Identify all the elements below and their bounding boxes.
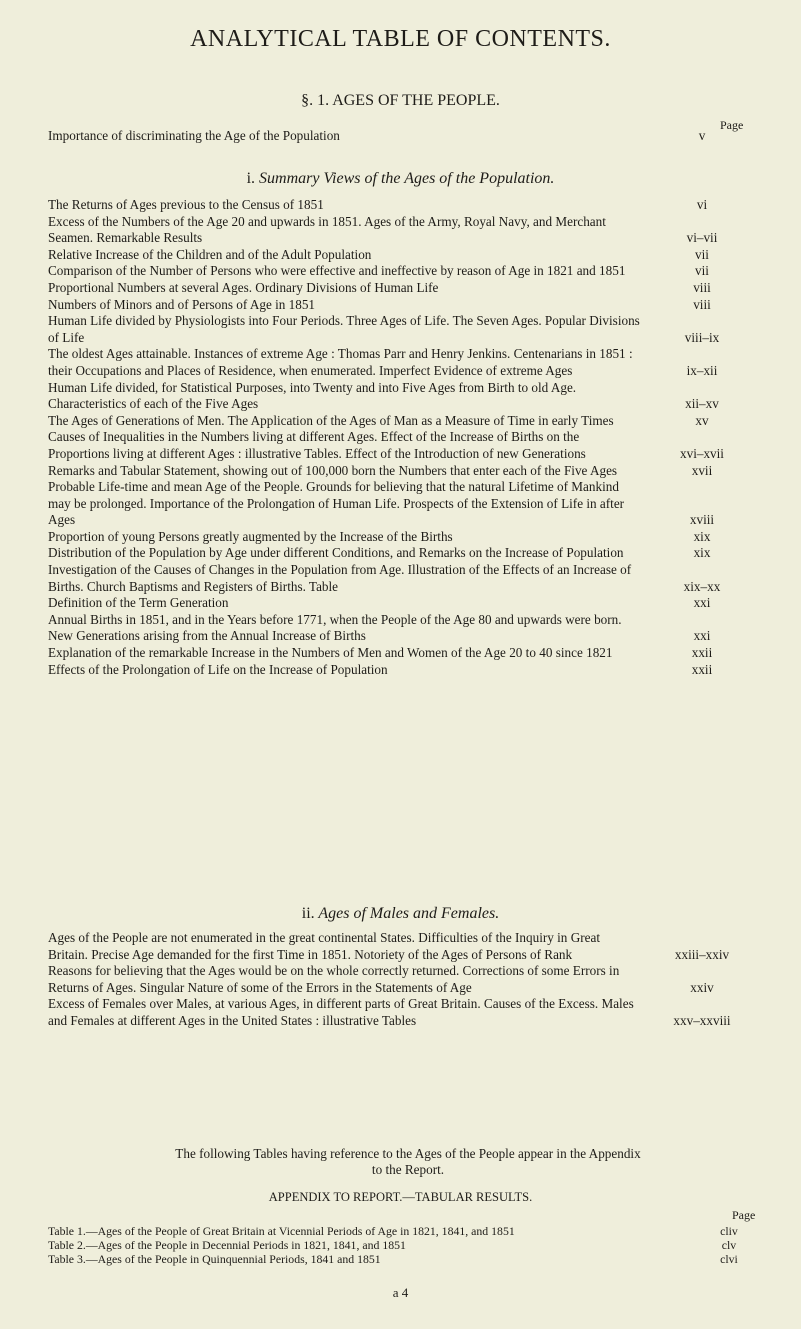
subsection-ii-entries [48,930,752,1030]
entry-page: clv [721,1238,737,1252]
entry-page: xxiii–xxiv [674,946,730,962]
entry-text: Annual Births in 1851, and in the Years before 1771, when the People of the Age 80 and upwards were born. New Generations arising from the Annual Increase of Births [48,611,622,644]
appendix-page-label: Page [732,1208,756,1222]
entry-page: xix [693,528,711,544]
entry-page: xxi [693,595,711,611]
appendix-intro [48,1146,768,1178]
toc-entry [48,996,752,1029]
subsection-i-heading [0,170,801,188]
entry-text: The Returns of Ages previous to the Census of 1851 [48,197,324,212]
entry-page: viii [693,279,711,295]
toc-entry [48,662,752,679]
signature-mark: a 4 [392,1285,409,1300]
entry-text: Remarks and Tabular Statement, showing out of 100,000 born the Numbers that enter each of the Five Ages [48,462,618,478]
entry-page: xxi [693,628,711,644]
entry-page: viii–ix [684,329,720,345]
entry-page: xix–xx [683,578,721,594]
toc-entry [48,263,752,280]
appendix-intro-line2: to the Report. [371,1162,445,1177]
entry-text: Causes of Inequalities in the Numbers living at different Ages. Effect of the Increase of Births on the Proportions living at different Ages : illustrative Tables. Effect of the Introduction of new Generations [48,429,586,461]
toc-entry [48,562,752,595]
toc-entry [48,413,752,430]
entry-page: xxii [691,645,713,661]
subsection-number: ii. [301,905,315,922]
entry-text: Probable Life-time and mean Age of the People. Grounds for believing that the natural Lifetime of Mankind may be prolonged. Importance of the Prolongation of Human Life. Prospects of the Extension of Life in after Ages [48,479,625,528]
page-column-label: Page [720,118,744,132]
entry-page: xxv–xxviii [673,1012,731,1028]
toc-entry [48,963,752,996]
entry-page: xvii [691,462,713,478]
toc-entry [48,380,752,413]
entry-text: The Ages of Generations of Men. The Application of the Ages of Man as a Measure of Time in early Times [48,412,614,428]
toc-entry [48,197,752,214]
entry-page: cliv [720,1224,738,1238]
toc-entry [48,346,752,379]
entry-page: vii [695,263,709,279]
entry-text: Importance of discriminating the Age of the Population [48,128,340,143]
entry-text: Table 2.—Ages of the People in Decennial Periods in 1821, 1841, and 1851 [48,1238,406,1252]
entry-page: xix [693,545,711,561]
toc-entry [48,463,752,480]
entry-page: ix–xii [686,362,718,378]
toc-entry [48,214,752,247]
entry-text: Ages of the People are not enumerated in the great continental States. Difficulties of the Inquiry in Great Britain. Precise Age demanded for the first Time in 1851. Notoriety of the Ages of Persons of Rank [48,930,600,962]
toc-entry [48,930,752,963]
entry-text: Human Life divided by Physiologists into Four Periods. Three Ages of Life. The Seven Ages. Popular Divisions of Life [48,313,640,345]
entry-page: xviii [689,512,715,528]
page-title: ANALYTICAL TABLE OF CONTENTS. [190,26,611,52]
toc-entry [48,429,752,462]
entry-text: Excess of the Numbers of the Age 20 and upwards in 1851. Ages of the Army, Royal Navy, and Merchant Seamen. Remarkable Results [48,213,606,246]
entry-text: Reasons for believing that the Ages would be on the whole correctly returned. Corrections of some Errors in Returns of Ages. Singular Nature of some of the Errors in the Statements of Age [48,963,620,995]
entry-text: Numbers of Minors and of Persons of Age in 1851 [48,296,316,312]
subsection-title: Summary Views of the Ages of the Population. [259,170,555,187]
toc-entry [48,247,752,264]
intro-entry-block [48,128,752,145]
entry-text: The oldest Ages attainable. Instances of extreme Age : Thomas Parr and Henry Jenkins. Centenarians in 1851 : their Occupations and Places of Residence, when enumerated. Imperfect Evidence of extreme Ages [48,346,633,378]
toc-entry [48,545,752,562]
entry-text: Human Life divided, for Statistical Purposes, into Twenty and into Five Ages from Birth to old Age. Characteristics of each of the Five Ages [48,379,577,412]
subsection-i-entries [48,197,752,678]
entry-text: Explanation of the remarkable Increase in the Numbers of Men and Women of the Age 20 to 40 since 1821 [48,645,613,661]
entry-text: Table 3.—Ages of the People in Quinquennial Periods, 1841 and 1851 [48,1252,381,1266]
subsection-title: Ages of Males and Females. [318,905,500,922]
entry-page: xvi–xvii [680,445,724,461]
entry-text: Distribution of the Population by Age under different Conditions, and Remarks on the Increase of Population [48,545,624,561]
toc-entry [48,128,752,145]
toc-entry [48,313,752,346]
toc-entry [48,297,752,314]
entry-page: xxiv [690,979,714,995]
appendix-table-entry [48,1252,754,1266]
appendix-intro-line1: The following Tables having reference to the Ages of the People appear in the Appendix [175,1146,641,1161]
entry-page: viii [693,296,711,312]
entry-page: xxii [691,661,713,677]
entry-page: xii–xv [685,396,719,412]
entry-text: Table 1.—Ages of the People of Great Britain at Vicennial Periods of Age in 1821, 1841, and 1851 [48,1224,515,1238]
toc-entry [48,479,752,529]
section-heading: §. 1. AGES OF THE PEOPLE. [301,92,500,109]
subsection-number: i. [246,170,256,187]
entry-text: Effects of the Prolongation of Life on the Increase of Population [48,661,388,677]
toc-entry [48,529,752,546]
appendix-table-entry [48,1238,754,1252]
toc-entry [48,612,752,645]
entry-text: Definition of the Term Generation [48,595,229,611]
entry-text: Relative Increase of the Children and of the Adult Population [48,246,372,262]
toc-entry [48,595,752,612]
entry-text: Proportion of young Persons greatly augmented by the Increase of the Births [48,528,453,544]
entry-page: xv [695,412,709,428]
entry-page: v [698,128,706,143]
subsection-ii-heading [0,905,801,923]
toc-entry [48,645,752,662]
entry-text: Proportional Numbers at several Ages. Ordinary Divisions of Human Life [48,279,439,295]
entry-text: Comparison of the Number of Persons who were effective and ineffective by reason of Age in 1821 and 1851 [48,263,626,279]
entry-page: vi–vii [686,230,718,246]
appendix-heading: APPENDIX TO REPORT.—TABULAR RESULTS. [268,1190,533,1204]
entry-page: vi [696,197,708,212]
entry-text: Investigation of the Causes of Changes in the Population from Age. Illustration of the Effects of an Increase of Births. Church Baptisms and Registers of Births. Table [48,562,632,594]
appendix-tables [48,1224,754,1266]
entry-text: Excess of Females over Males, at various Ages, in different parts of Great Britain. Causes of the Excess. Males and Females at different Ages in the United States : illustrative Tables [48,996,634,1028]
toc-entry [48,280,752,297]
appendix-table-entry [48,1224,754,1238]
entry-page: clvi [720,1252,738,1266]
entry-page: vii [695,246,709,262]
